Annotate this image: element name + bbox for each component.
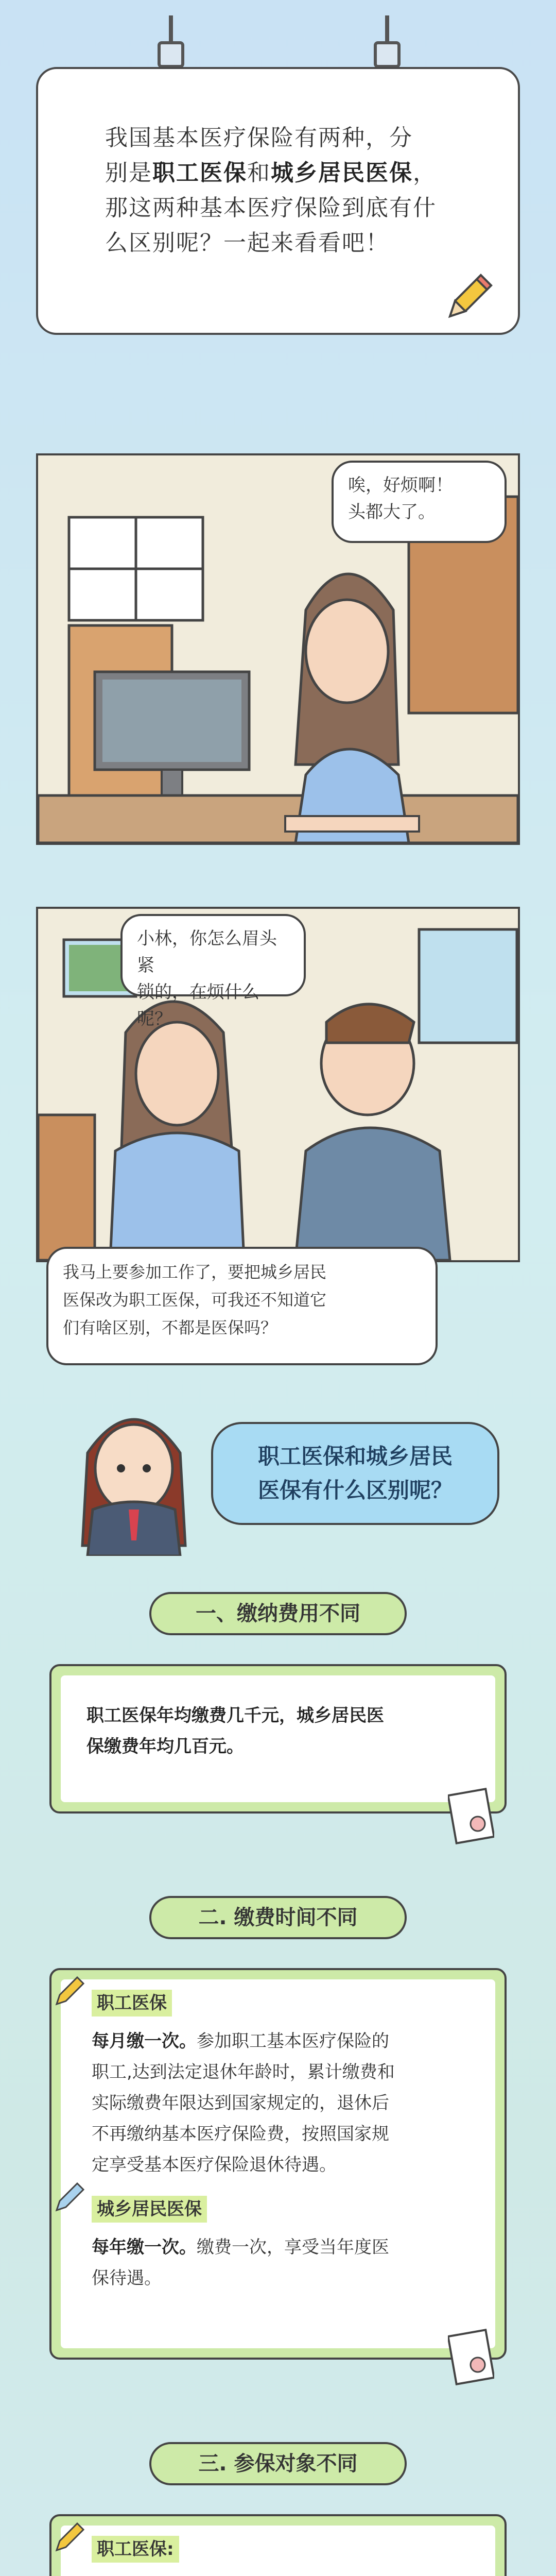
section-box (49, 1968, 507, 2360)
intro-line: 别是 (105, 160, 152, 186)
tag-employee: 职工医保: (92, 2536, 179, 2563)
section-box (49, 2514, 507, 2576)
text-line: 职工,达到法定退休年龄时，累计缴费和 (92, 2062, 395, 2082)
reply-line: 们有啥区别，不都是医保吗？ (63, 1318, 277, 1337)
text-bold: 城乡居民医 (297, 1705, 384, 1726)
text-bold: 缴费年均几百元。 (104, 1736, 244, 1757)
text-line: 参加职工基本医疗保险的 (197, 2031, 389, 2052)
pencil-icon (51, 2519, 88, 2555)
speech-bubble (120, 914, 306, 1029)
speech-line: 锁的，在烦什么呢？ (137, 982, 259, 1029)
intro-line: 和 (247, 160, 271, 186)
pencil-icon (51, 1973, 88, 2009)
speech-line: 小林，你怎么眉头紧 (137, 928, 277, 976)
question-line: 医保有什么区别呢？ (257, 1478, 453, 1503)
text-bold: 每月缴一次。 (92, 2031, 197, 2052)
intro-line: 么区别呢？一起来看看吧！ (105, 230, 389, 256)
section-text (86, 1700, 478, 1762)
pencil-icon (440, 270, 496, 327)
comic-panel-2 (36, 907, 520, 1262)
text-line: 定享受基本医疗保险退休待遇。 (92, 2155, 337, 2175)
text-line: 缴费一次，享受当年度医 (197, 2237, 389, 2258)
text-line (92, 2572, 483, 2576)
reply-line: 医保改为职工医保，可我还不知道它 (63, 1290, 327, 1310)
hanger-ring-right (374, 41, 401, 68)
section-text (92, 2572, 483, 2576)
section-title: 二. 缴费时间不同 (149, 1896, 407, 1939)
section-content (61, 2526, 495, 2576)
speech-line: 头都大了。 (348, 502, 436, 522)
speech-line: 唉，好烦啊！ (348, 475, 453, 496)
text-line: 保待遇。 (92, 2268, 162, 2289)
section-text (92, 2026, 483, 2180)
speech-bubble (332, 461, 507, 543)
text-bold: 每年缴一次。 (92, 2237, 197, 2258)
document-icon (448, 1788, 494, 1844)
section-title: 一、缴纳费用不同 (149, 1592, 407, 1635)
question-bubble (211, 1422, 499, 1525)
pencil-icon (51, 2179, 88, 2215)
text-bold: 保 (86, 1736, 104, 1757)
intro-line: 我国基本医疗保险有两种，分 (105, 125, 413, 151)
section-content (61, 1675, 495, 1802)
tag-resident: 城乡居民医保 (92, 2196, 207, 2223)
presenter-character (67, 1391, 201, 1556)
intro-text (105, 121, 507, 261)
comic-panel-1 (36, 453, 520, 845)
section-text (92, 2232, 483, 2294)
intro-line: 那这两种基本医疗保险到底有什 (105, 195, 437, 221)
section-title: 三. 参保对象不同 (149, 2442, 407, 2485)
question-line: 职工医保和城乡居民 (257, 1444, 453, 1469)
intro-highlight: 职工医保 (152, 160, 247, 186)
section-content (61, 1979, 495, 2348)
reply-bubble (46, 1247, 438, 1365)
tag-employee: 职工医保 (92, 1990, 172, 2016)
text-bold: 职工医保年均缴费几千元， (86, 1705, 297, 1726)
text-line: 不再缴纳基本医疗保险费，按照国家规 (92, 2124, 389, 2144)
reply-line: 我马上要参加工作了，要把城乡居民 (63, 1262, 327, 1282)
intro-highlight: 城乡居民医保 (271, 160, 413, 186)
intro-line: ， (413, 160, 437, 186)
document-icon (448, 2329, 494, 2385)
intro-card (36, 67, 520, 335)
section-box (49, 1664, 507, 1814)
text-line: 实际缴费年限达到国家规定的，退休后 (92, 2093, 389, 2113)
hanger-ring-left (158, 41, 184, 68)
